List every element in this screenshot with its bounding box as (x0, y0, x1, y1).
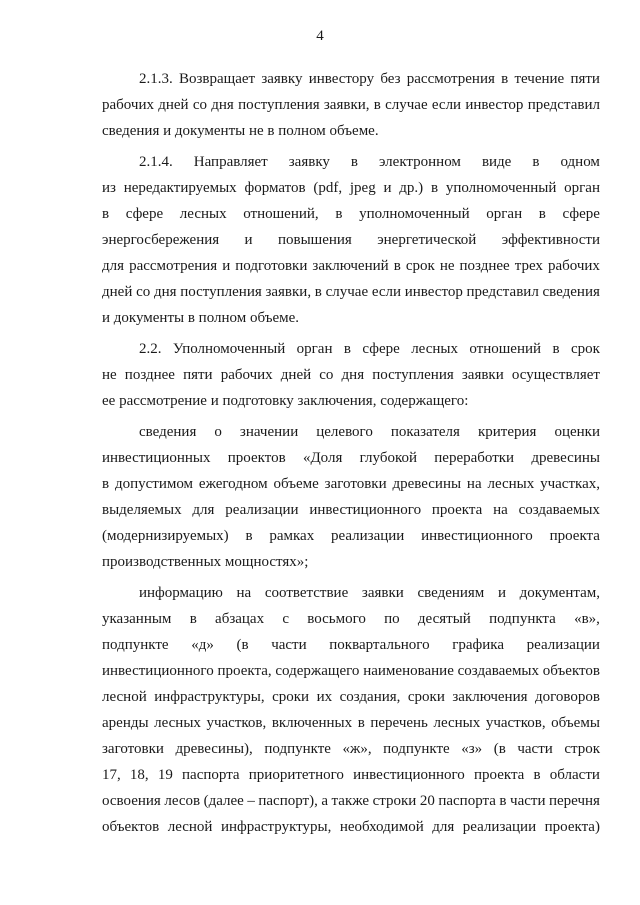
word: сфере (125, 206, 164, 222)
word: в (532, 154, 540, 170)
word: в (533, 767, 541, 783)
word: если (371, 284, 402, 300)
text-line (139, 152, 600, 178)
word: создаваемых (518, 502, 600, 518)
word: выделяемых (102, 502, 182, 518)
word: критерия (477, 424, 537, 440)
word: паспорт), (258, 793, 318, 809)
word: лесов (164, 793, 201, 809)
word: заявку (288, 154, 330, 170)
word: целевого (316, 424, 373, 440)
word: ежегодном (198, 476, 268, 492)
word: отношений, (243, 206, 319, 222)
word: трех (514, 258, 543, 274)
word: инвестиционного (309, 502, 422, 518)
word: сфере (562, 206, 600, 222)
word: приоритетного (248, 767, 344, 783)
text-line (139, 583, 600, 609)
word: инвестиционных (102, 450, 211, 466)
word: со (319, 367, 334, 383)
word: наименование (363, 663, 454, 679)
word: инвестиционного (421, 528, 533, 544)
word: лесных (179, 206, 227, 222)
word: не (439, 258, 455, 274)
text-line (102, 713, 600, 739)
word: лесных (487, 476, 535, 492)
word: Направляет (193, 154, 268, 170)
word: содержащего (275, 663, 360, 679)
word: др.) (399, 180, 424, 196)
word: – (247, 793, 255, 809)
word: одном (560, 154, 600, 170)
word: из (102, 180, 116, 196)
word: перечень (370, 715, 428, 731)
text-line (102, 500, 600, 526)
word: (модернизируемых) (102, 528, 229, 544)
word: лесных (154, 715, 201, 731)
word: сведениям (417, 585, 485, 601)
word: графика (452, 637, 504, 653)
word: со (192, 97, 208, 113)
word: «з» (461, 741, 483, 757)
word: их (316, 689, 333, 705)
word: древесины (392, 476, 462, 492)
word: проекта (549, 528, 600, 544)
word: для (192, 502, 215, 518)
word: заключений (312, 258, 389, 274)
text-line (102, 204, 600, 230)
text-line (102, 739, 600, 765)
word: повышения (277, 232, 352, 248)
word: орган (486, 206, 523, 222)
text-line: ее рассмотрение и подготовку заключения, содержащего: (102, 393, 469, 409)
word: в (501, 71, 509, 87)
word: и (497, 585, 506, 601)
word: 2.2. (139, 341, 162, 357)
word: рамках (269, 528, 315, 544)
word: в (335, 206, 343, 222)
word: в (102, 206, 110, 222)
word: проекта (431, 502, 483, 518)
word: дней (280, 367, 312, 383)
word: эффективности (501, 232, 600, 248)
text-line (102, 448, 600, 474)
text-line (102, 687, 600, 713)
word: срок (570, 341, 600, 357)
text-line (102, 178, 600, 204)
word: части (517, 741, 553, 757)
word: «Доля (302, 450, 343, 466)
word: подпункта (489, 611, 556, 627)
word: 20 (419, 793, 435, 809)
word: со (136, 284, 151, 300)
word: оценки (554, 424, 600, 440)
word: значении (239, 424, 299, 440)
word: создания, (339, 689, 401, 705)
word: в (245, 528, 253, 544)
word: «д» (191, 637, 214, 653)
word: 18, (129, 767, 149, 783)
word: освоения (102, 793, 161, 809)
text-line (102, 474, 600, 500)
text-line (102, 635, 600, 661)
word: нередактируемых (123, 180, 237, 196)
word: аренды (102, 715, 149, 731)
word: объектов (102, 819, 160, 835)
word: по (384, 611, 400, 627)
word: 19 (157, 767, 173, 783)
word: проекта, (217, 663, 272, 679)
word: подпункте (264, 741, 331, 757)
text-line (102, 609, 600, 635)
word: 2.1.4. (139, 154, 173, 170)
word: паспорта (182, 767, 240, 783)
word: «ж», (342, 741, 372, 757)
word: случае (325, 284, 369, 300)
word: дня (211, 97, 234, 113)
word: пяти (570, 71, 600, 87)
word: с (282, 611, 290, 627)
word: сведения (139, 424, 197, 440)
word: представил (466, 284, 539, 300)
word: в (373, 97, 381, 113)
word: десятый (417, 611, 471, 627)
word: соответствие (264, 585, 349, 601)
word: рабочих (102, 97, 154, 113)
word: (в (236, 637, 249, 653)
word: показателя (390, 424, 460, 440)
word: реализации (225, 502, 299, 518)
word: в (393, 258, 401, 274)
word: на (236, 585, 252, 601)
text-line (102, 256, 600, 282)
word: уполномоченный (359, 206, 470, 222)
word: течение (514, 71, 565, 87)
word: орган (564, 180, 600, 196)
word: сфере (362, 341, 400, 357)
text-line (102, 661, 600, 687)
word: части (510, 793, 546, 809)
word: проектов (227, 450, 286, 466)
word: виде (481, 154, 512, 170)
word: проекта) (544, 819, 600, 835)
word: дней (158, 97, 189, 113)
text-line: сведения и документы не в полном объеме. (102, 123, 379, 139)
word: и (383, 180, 392, 196)
word: части (271, 637, 307, 653)
word: области (549, 767, 600, 783)
text-line (102, 365, 600, 391)
word: включенных (271, 715, 353, 731)
text-line: и документы в полном объеме. (102, 310, 300, 326)
text-line (102, 765, 600, 791)
word: и (244, 232, 253, 248)
word: без (380, 71, 401, 87)
word: подпункте (102, 637, 169, 653)
word: объеме (273, 476, 319, 492)
word: участков, (485, 715, 546, 731)
word: на (493, 502, 508, 518)
word: рабочих (220, 367, 273, 383)
word: перечня (549, 793, 600, 809)
word: инвестиционного (102, 663, 214, 679)
word: участках, (540, 476, 600, 492)
word: форматов (244, 180, 306, 196)
word: пяти (183, 367, 213, 383)
word: (далее (203, 793, 244, 809)
word: указанным (102, 611, 172, 627)
word: позднее (124, 367, 175, 383)
text-line: производственных мощностях»; (102, 554, 309, 570)
word: дня (153, 284, 177, 300)
word: поступления (238, 97, 320, 113)
word: осуществляет (511, 367, 600, 383)
word: Уполномоченный (172, 341, 286, 357)
word: заготовки (102, 741, 164, 757)
word: абзацах (215, 611, 265, 627)
word: не (102, 367, 117, 383)
word: инфраструктуры, (154, 689, 265, 705)
word: отношений (469, 341, 542, 357)
word: поступления (372, 367, 454, 383)
word: сведения (542, 284, 600, 300)
word: и (222, 258, 231, 274)
word: в (189, 611, 197, 627)
word: документам, (519, 585, 600, 601)
word: реализации (331, 528, 405, 544)
text-line (139, 339, 600, 365)
page-number: 4 (316, 28, 324, 44)
word: заявки (361, 585, 404, 601)
word: лесной (167, 819, 213, 835)
word: Возвращает (178, 71, 256, 87)
text-line (102, 230, 600, 256)
word: реализации (462, 819, 537, 835)
word: поступления (180, 284, 262, 300)
word: подпункте (383, 741, 450, 757)
word: заключения (452, 689, 528, 705)
word: случае (385, 97, 428, 113)
word: дней (102, 284, 133, 300)
word: позднее (459, 258, 510, 274)
word: строки (372, 793, 417, 809)
word: в (343, 341, 351, 357)
word: «в», (574, 611, 600, 627)
text-line (102, 817, 600, 843)
word: информацию (139, 585, 223, 601)
word: уполномоченный (445, 180, 557, 196)
word: срок (405, 258, 435, 274)
word: в (357, 715, 365, 731)
word: поквартального (329, 637, 430, 653)
word: инвестору (308, 71, 375, 87)
word: инвестор (465, 97, 524, 113)
word: а (321, 793, 329, 809)
word: заявки, (323, 97, 370, 113)
word: создаваемых (457, 663, 540, 679)
word: лесных (411, 341, 458, 357)
word: реализации (526, 637, 600, 653)
word: для (432, 819, 455, 835)
word: если (431, 97, 462, 113)
word: объектов (542, 663, 600, 679)
word: рассмотрения (129, 258, 218, 274)
word: сроки (272, 689, 310, 705)
word: сроки (407, 689, 445, 705)
word: древесины (531, 450, 600, 466)
word: 17, (102, 767, 121, 783)
text-line (102, 526, 600, 552)
word: инвестиционного (353, 767, 465, 783)
word: допустимом (114, 476, 194, 492)
word: в (499, 793, 507, 809)
word: дня (341, 367, 365, 383)
word: в (314, 284, 322, 300)
word: для (102, 258, 125, 274)
word: представил (527, 97, 600, 113)
word: объемы (551, 715, 600, 731)
word: в (552, 341, 560, 357)
word: проекта (473, 767, 525, 783)
word: необходимой (339, 819, 424, 835)
text-line (102, 95, 600, 121)
word: орган (296, 341, 333, 357)
word: о (214, 424, 222, 440)
word: восьмого (307, 611, 366, 627)
word: договоров (535, 689, 600, 705)
word: глубокой (359, 450, 418, 466)
word: энергосбережения (102, 232, 220, 248)
word: строк (564, 741, 600, 757)
word: заявку (261, 71, 303, 87)
word: заготовки (324, 476, 387, 492)
word: 2.1.3. (139, 71, 173, 87)
word: инфраструктуры, (220, 819, 332, 835)
text-line (139, 69, 600, 95)
word: лесных (433, 715, 481, 731)
word: заявки (461, 367, 504, 383)
word: в (350, 154, 358, 170)
word: (в (493, 741, 506, 757)
word: также (331, 793, 370, 809)
word: (pdf, (313, 180, 343, 196)
word: заявки, (265, 284, 312, 300)
word: рассмотрения (406, 71, 495, 87)
text-line (139, 422, 600, 448)
word: в (538, 206, 546, 222)
word: в (102, 476, 110, 492)
word: jpeg (349, 180, 376, 196)
word: инвестор (404, 284, 463, 300)
word: электронном (379, 154, 461, 170)
word: на (466, 476, 482, 492)
word: рабочих (547, 258, 600, 274)
word: энергетической (377, 232, 477, 248)
text-line (102, 282, 600, 308)
word: участков, (206, 715, 267, 731)
word: переработки (434, 450, 515, 466)
word: в (430, 180, 439, 196)
word: паспорта (438, 793, 496, 809)
word: древесины), (175, 741, 253, 757)
word: подготовки (235, 258, 308, 274)
word: лесной (102, 689, 147, 705)
text-line (102, 791, 600, 817)
